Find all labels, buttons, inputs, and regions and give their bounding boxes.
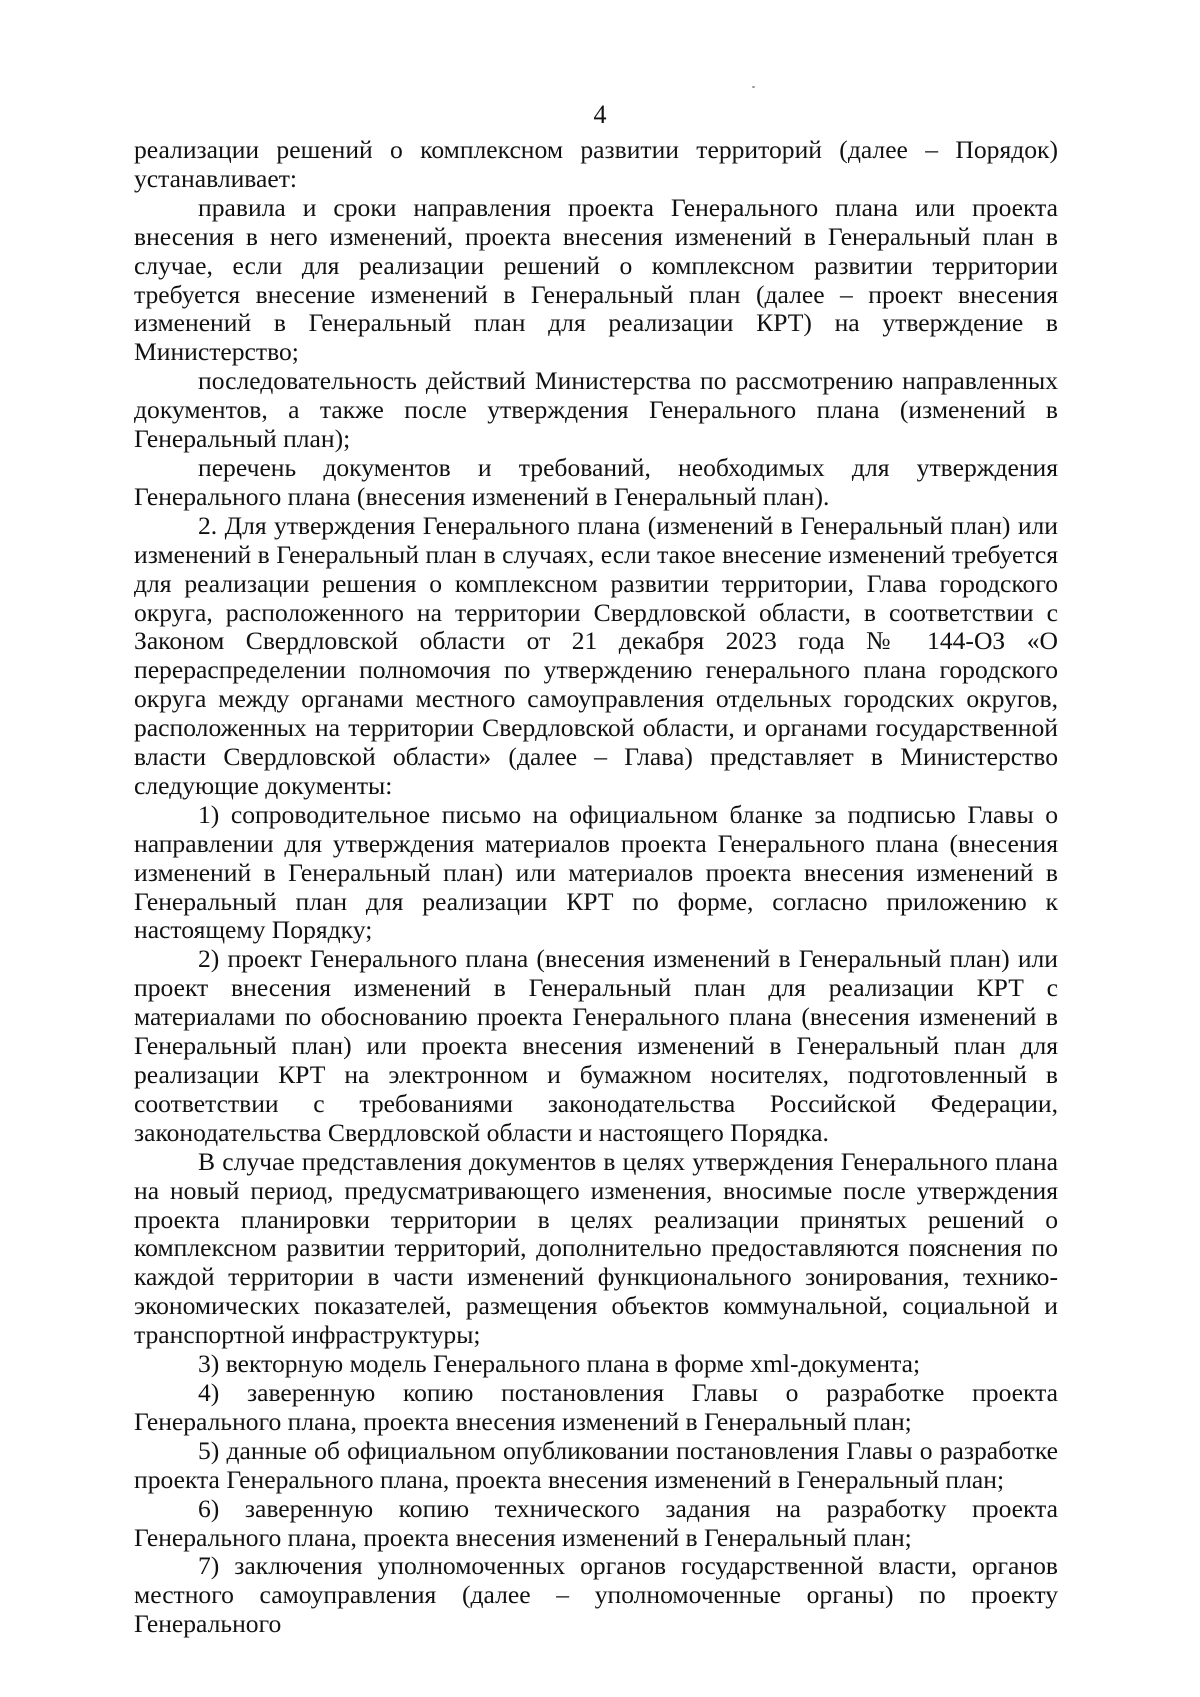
list-item-7: 7) заключения уполномоченных органов государственной власти, органов местного самоуправления (далее – уполномоченные органы) по проекту Генерального bbox=[134, 1551, 1058, 1639]
paragraph-sequence-of-actions: последовательность действий Министерства по рассмотрению направленных документов, а также после утверждения Генерального плана (изменений в Генеральный план); bbox=[134, 366, 1058, 454]
list-item-4: 4) заверенную копию постановления Главы о разработке проекта Генерального плана, проекта внесения изменений в Генеральный план; bbox=[134, 1377, 1058, 1436]
body-text bbox=[134, 136, 1058, 1639]
paragraph-continuation: реализации решений о комплексном развитии территорий (далее – Порядок) устанавливает: bbox=[134, 135, 1058, 193]
list-item-5: 5) данные об официальном опубликовании постановления Главы о разработке проекта Генерального плана, проекта внесения изменений в Генеральный план; bbox=[134, 1435, 1058, 1494]
list-item-2: 2) проект Генерального плана (внесения изменений в Генеральный план) или проект внесения изменений в Генеральный план для реализации КРТ с материалами по обоснованию проекта Генерального плана (внесения изменений в Генеральный план) или проекта внесения изменений в Генеральный план для реализации КРТ на электронном и бумажном носителях, подготовленный в соответствии с требованиями законодательства Российской Федерации, законодательства Свердловской области и настоящего Порядка. bbox=[134, 944, 1058, 1147]
list-item-3: 3) векторную модель Генерального плана в форме xml-документа; bbox=[198, 1349, 921, 1379]
page-number: 4 bbox=[593, 100, 607, 129]
list-item-1: 1) сопроводительное письмо на официальном бланке за подписью Главы о направлении для утверждения материалов проекта Генерального плана (внесения изменений в Генеральный план) или материалов проекта внесения изменений в Генеральный план для реализации КРТ по форме, согласно приложению к настоящему Порядку; bbox=[134, 799, 1058, 945]
paragraph-item-2: 2. Для утверждения Генерального плана (изменений в Генеральный план) или изменений в Генеральный план в случаях, если такое внесение изменений требуется для реализации решения о комплексном развитии территории, Глава городского округа, расположенного на территории Свердловской области, в соответствии с Законом Свердловской области от 21 декабря 2023 года № 144-ОЗ «О перераспределении полномочия по утверждению генерального плана городского округа между органами местного самоуправления отдельных городских округов, расположенных на территории Свердловской области, и органами государственной власти Свердловской области» (далее – Глава) представляет в Министерство следующие документы: bbox=[134, 510, 1058, 800]
paragraph-new-period-case: В случае представления документов в целях утверждения Генерального плана на новый период, предусматривающего изменения, вносимые после утверждения проекта планировки территории в целях реализации принятых решений о комплексном развитии территорий, дополнительно предоставляются пояснения по каждой территории в части изменений функционального зонирования, технико-экономических показателей, размещения объектов коммунальной, социальной и транспортной инфраструктуры; bbox=[134, 1146, 1058, 1350]
scan-speck bbox=[752, 86, 755, 88]
paragraph-list-of-documents: перечень документов и требований, необходимых для утверждения Генерального плана (внесения изменений в Генеральный план). bbox=[134, 452, 1058, 511]
list-item-6: 6) заверенную копию технического задания на разработку проекта Генерального плана, проекта внесения изменений в Генеральный план; bbox=[134, 1493, 1058, 1552]
paragraph-rules-and-deadlines: правила и сроки направления проекта Генерального плана или проекта внесения в него изменений, проекта внесения изменений в Генеральный план в случае, если для реализации решений о комплексном развитии территории требуется внесение изменений в Генеральный план (далее – проект внесения изменений в Генеральный план для реализации КРТ) на утверждение в Министерство; bbox=[134, 192, 1058, 367]
